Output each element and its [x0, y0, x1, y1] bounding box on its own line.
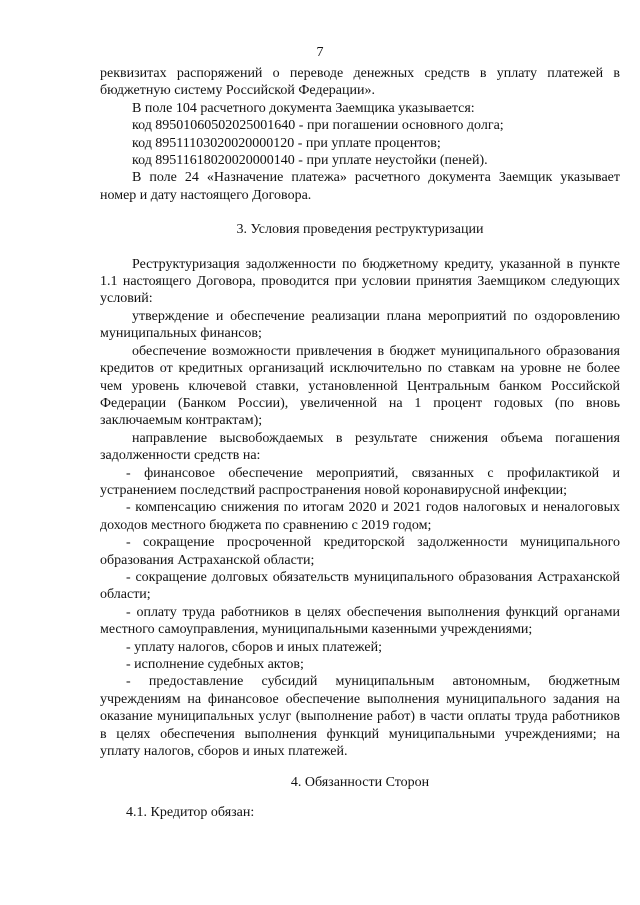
condition-paragraph: обеспечение возможности привлечения в бюджет муниципального образования кредитов от кредитных организаций исключительно по ставкам на уровне не более чем уровень ключевой ставки, установленной Центральным банком Российской Федерации (Банком России), увеличенной на 1 процент годовых (по вновь заключаемым контрактам); — [100, 343, 620, 429]
list-item: - компенсацию снижения по итогам 2020 и 2021 годов налоговых и неналоговых доходов местного бюджета по сравнению с 2019 годом; — [100, 500, 620, 533]
paragraph: реквизитах распоряжений о переводе денежных средств в уплату платежей в бюджетную систему Российской Федерации». — [100, 66, 620, 99]
list-item: - сокращение просроченной кредиторской задолженности муниципального образования Астраханской области; — [100, 535, 620, 568]
paragraph: Реструктуризация задолженности по бюджетному кредиту, указанной в пункте 1.1 настоящего Договора, проводится при условии принятия Заемщиком следующих условий: — [100, 256, 620, 307]
code-line: код 89501060502025001640 - при погашении основного долга; — [132, 118, 504, 134]
list-item: - оплату труда работников в целях обеспечения выполнения функций органами местного самоуправления, муниципальными казенными учреждениями; — [100, 604, 620, 638]
list-item: - предоставление субсидий муниципальным автономным, бюджетным учреждениям на финансовое обеспечение выполнения муниципального задания на оказание муниципальных услуг (выполнение работ) в части оплаты труда работников в целях обеспечения выполнения функций муниципальными учреждениями; на уплату налогов, сборов и иных платежей. — [100, 674, 620, 760]
list-item: - исполнение судебных актов; — [126, 657, 304, 672]
condition-paragraph: утверждение и обеспечение реализации плана мероприятий по оздоровлению муниципальных финансов; — [100, 308, 620, 342]
condition-paragraph: направление высвобождаемых в результате снижения объема погашения задолженности средств на: — [100, 430, 620, 464]
code-line: код 89511618020020000140 - при уплате неустойки (пеней). — [132, 153, 488, 169]
list-item: - сокращение долговых обязательств муниципального образования Астраханской области; — [100, 569, 620, 603]
paragraph: В поле 104 расчетного документа Заемщика указывается: — [132, 100, 475, 116]
document-body — [100, 65, 620, 821]
paragraph: В поле 24 «Назначение платежа» расчетного документа Заемщик указывает номер и дату настоящего Договора. — [100, 170, 620, 203]
page-number: 7 — [316, 45, 324, 60]
list-item: - уплату налогов, сборов и иных платежей; — [126, 639, 382, 655]
section-heading: 3. Условия проведения реструктуризации — [236, 222, 484, 238]
paragraph: 4.1. Кредитор обязан: — [126, 804, 255, 820]
list-item: - финансовое обеспечение мероприятий, связанных с профилактикой и устранением последствий распространения новой коронавирусной инфекции; — [100, 465, 620, 498]
code-line: код 89511103020020000120 - при уплате процентов; — [132, 135, 441, 151]
section-heading: 4. Обязанности Сторон — [290, 775, 430, 791]
